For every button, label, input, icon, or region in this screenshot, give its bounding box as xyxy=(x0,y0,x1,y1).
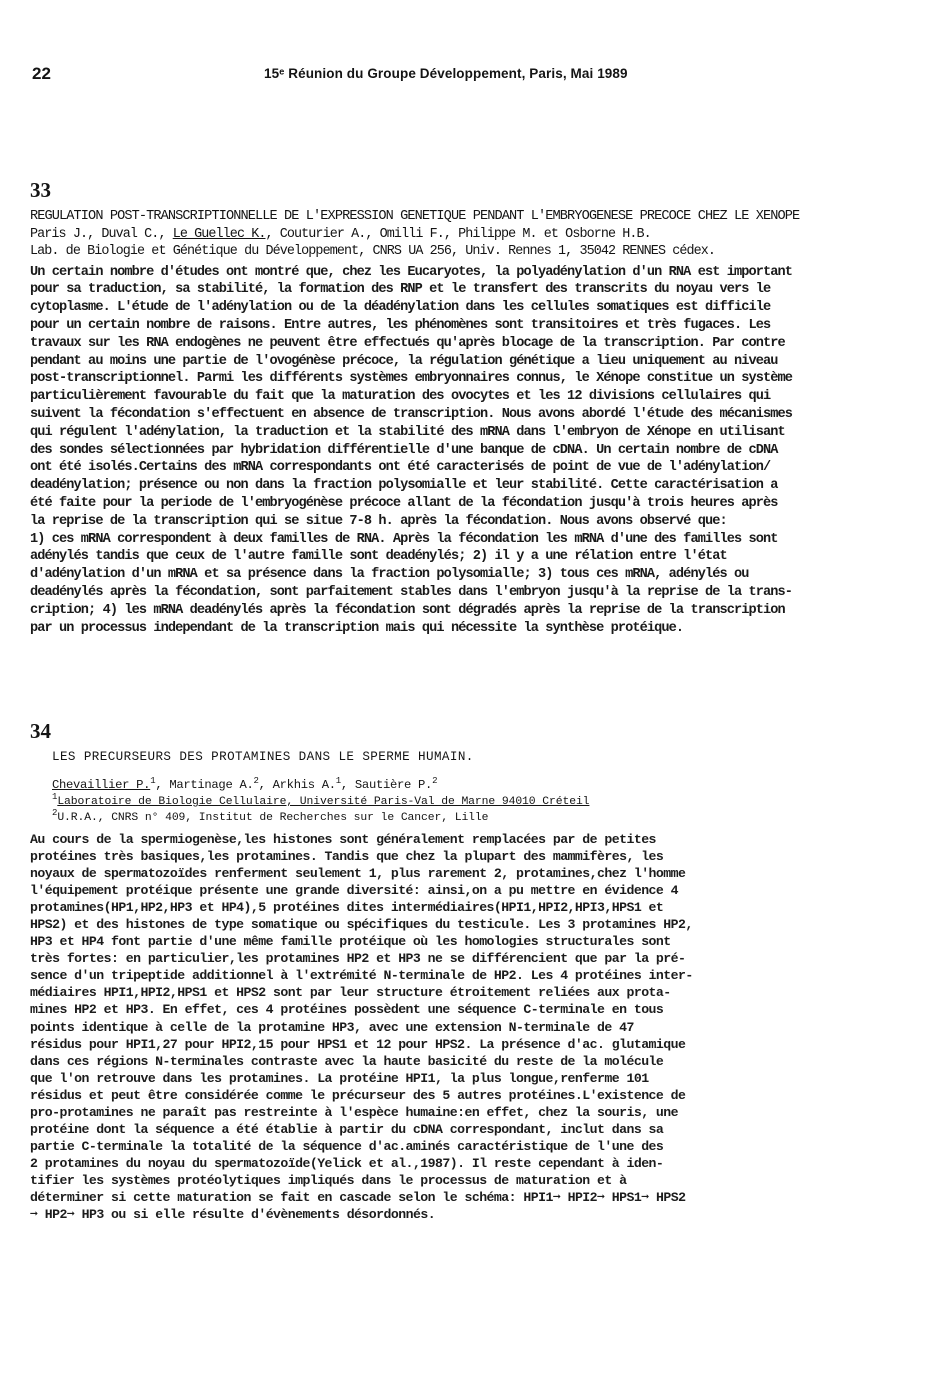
abstract-title: LES PRECURSEURS DES PROTAMINES DANS LE SPERME HUMAIN. xyxy=(52,750,474,764)
body-line: tifier les systèmes protéolytiques impliqués dans le processus de maturation et à xyxy=(30,1172,627,1188)
body-line: ont été isolés.Certains des mRNA correspondants ont été caracterisés de point de vue de l'adénylation/ xyxy=(30,460,771,476)
body-line: partie C-terminale la totalité de la séquence d'ac.aminés caractéristique de l'une des xyxy=(30,1138,664,1154)
author: , Arkhis A. xyxy=(258,778,336,792)
abstract-body xyxy=(30,264,920,638)
body-line: deadénylation; présence ou non dans la fraction polysomialle et leur stabilité. Cette caractérisation a xyxy=(30,478,778,494)
body-line: noyaux de spermatozoïdes renferment seulement 1, plus rarement 2, protamines,chez l'homme xyxy=(30,866,686,882)
body-line: pour sa traduction, sa stabilité, la formation des RNP et le transfert des transcrits du noyau vers le xyxy=(30,282,771,298)
body-line: résidus et peut être considérée comme le précurseur des 5 autres protéines.L'existence de xyxy=(30,1087,686,1103)
page-number: 22 xyxy=(32,64,51,83)
body-line: 2 protamines du noyau du spermatozoïde(Yelick et al.,1987). Il reste cependant à iden- xyxy=(30,1155,664,1171)
affiliation xyxy=(52,794,920,810)
body-line: travaux sur les RNA endogènes ne peuvent être effectués qu'après blocage de la transcription. Par contre xyxy=(30,335,785,351)
authors-after: , Couturier A., Omilli F., Philippe M. et Osborne H.B. xyxy=(265,226,651,242)
page-header xyxy=(32,64,912,88)
presenting-author: Chevaillier P. xyxy=(52,778,151,792)
abstract-33 xyxy=(30,178,920,637)
abstract-title: REGULATION POST-TRANSCRIPTIONNELLE DE L'EXPRESSION GENETIQUE PENDANT L'EMBRYOGENESE PRECOCE CHEZ LE XENOPE xyxy=(30,209,800,224)
body-line: la reprise de la transcription qui se situe 7-8 h. après la fécondation. Nous avons observé que: xyxy=(30,513,727,529)
abstract-number: 33 xyxy=(30,178,51,202)
abstract-34 xyxy=(30,719,920,1223)
body-line: pro-protamines ne paraît pas restreinte à l'espèce humaine:en effet, chez la souris, une xyxy=(30,1104,679,1120)
affiliation-marker: 1 xyxy=(335,775,341,786)
body-line: déterminer si cette maturation se fait en cascade selon le schéma: HPI1➞ HPI2➞ HPS1➞ HPS2 xyxy=(30,1189,686,1205)
body-line: sence d'un tripeptide additionnel à l'extrémité N-terminale de HP2. Les 4 protéines inter- xyxy=(30,968,693,984)
body-line: pendant au moins une partie de l'ovogénèse précoce, la régulation génétique a lieu uniquement au niveau xyxy=(30,353,778,369)
running-head: 15ᵉ Réunion du Groupe Développement, Paris, Mai 1989 xyxy=(264,66,628,81)
body-line: deadénylés après la fécondation, sont parfaitement stables dans l'embryon jusqu'à la reprise de la trans- xyxy=(30,584,793,600)
body-line: protéines très basiques,les protamines. Tandis que chez la plupart des mammifères, les xyxy=(30,849,664,865)
author-list xyxy=(52,777,920,794)
body-line: suivent la fécondation s'effectuent en absence de transcription. Nous avons abordé l'étude des mécanismes xyxy=(30,406,793,422)
body-line: résidus pour HPI1,27 pour HPI2,15 pour HPS1 et 12 pour HPS2. La présence d'ac. glutamique xyxy=(30,1036,686,1052)
body-line: médiaires HPI1,HPI2,HPS1 et HPS2 sont par leur structure étroitement reliées aux prota- xyxy=(30,985,671,1001)
affiliation xyxy=(52,810,920,826)
body-line: été faite pour la periode de l'embryogénèse précoce allant de la fécondation jusqu'à trois heures après xyxy=(30,495,778,511)
body-line: des sondes sélectionnées par hybridation différentielle d'une banque de cDNA. Un certain nombre de cDNA xyxy=(30,442,778,458)
body-line: que l'on retrouve dans les protamines. La protéine HPI1, la plus longue,renferme 101 xyxy=(30,1070,649,1086)
body-line: mines HP2 et HP3. En effet, ces 4 protéines possèdent une séquence C-terminale en tous xyxy=(30,1002,664,1018)
body-line: Au cours de la spermiogenèse,les histones sont généralement remplacées par de petites xyxy=(30,832,656,847)
abstract-number: 34 xyxy=(30,719,51,743)
body-line: cytoplasme. L'étude de l'adénylation ou de la déadénylation dans les cellules somatiques est difficile xyxy=(30,300,771,316)
body-line: cription; 4) les mRNA deadénylés après la fécondation sont dégradés après la reprise de la transcription xyxy=(30,602,785,618)
body-line: par un processus independant de la transcription mais qui nécessite la synthèse protéique. xyxy=(30,620,684,636)
body-line: HP3 et HP4 font partie d'une même famille protéique où les homologies structurales sont xyxy=(30,934,671,950)
author: , Martinage A. xyxy=(155,778,254,792)
body-line: très fortes: en particulier,les protamines HP2 et HP3 ne se différencient que par la pré- xyxy=(30,951,686,967)
body-line: protamines(HP1,HP2,HP3 et HP4),5 protéines dites intermédiaires(HPI1,HPI2,HPI3,HPS1 et xyxy=(30,900,664,916)
affiliation-text: U.R.A., CNRS n° 409, Institut de Recherches sur le Cancer, Lille xyxy=(57,812,489,824)
body-line: post-transcriptionnel. Parmi les différents systèmes embryonnaires connus, le Xénope constitue un système xyxy=(30,371,793,387)
body-line: pour un certain nombre de raisons. Entre autres, les phénomènes sont transitoires et très fugaces. Les xyxy=(30,318,771,333)
body-line: particulièrement favourable du fait que la maturation des ovocytes et les 12 divisions cellulaires qui xyxy=(30,389,771,405)
author-list xyxy=(30,226,920,243)
body-line: 1) ces mRNA correspondent à deux familles de RNA. Après la fécondation les mRNA d'une des familles sont xyxy=(30,531,778,547)
affiliation-text: Laboratoire de Biologie Cellulaire, Université Paris-Val de Marne 94010 Créteil xyxy=(57,796,590,808)
body-line: l'équipement protéique présente une grande diversité: ainsi,on a pu mettre en évidence 4 xyxy=(30,883,679,899)
affiliation-marker: 2 xyxy=(52,808,58,819)
body-line: protéine dont la séquence a été établie à partir du cDNA correspondant, inclut dans sa xyxy=(30,1121,664,1137)
abstract-body xyxy=(30,831,920,1223)
body-line: points identique à celle de la protamine HP3, avec une extension N-terminale de 47 xyxy=(30,1019,634,1035)
body-line: Un certain nombre d'études ont montré que, chez les Eucaryotes, la polyadénylation d'un RNA est important xyxy=(30,264,793,280)
body-line: ➞ HP2➞ HP3 ou si elle résulte d'évènements désordonnés. xyxy=(30,1207,436,1223)
affiliation: Lab. de Biologie et Génétique du Développement, CNRS UA 256, Univ. Rennes 1, 35042 RENNES cédex. xyxy=(30,244,716,260)
body-line: d'adénylation d'un mRNA et sa présence dans la fraction polysomialle; 3) tous ces mRNA, adénylés ou xyxy=(30,567,749,583)
affiliation-marker: 2 xyxy=(253,775,259,786)
body-line: qui régulent l'adénylation, la traduction et la stabilité des mRNA dans l'embryon de Xénope en utilisant xyxy=(30,424,785,440)
author: , Sautière P. xyxy=(340,778,433,792)
affiliation-marker: 1 xyxy=(150,775,156,786)
affiliation-marker: 2 xyxy=(432,775,438,786)
body-line: dans ces régions N-terminales contraste avec la haute basicité du reste de la molécule xyxy=(30,1053,664,1069)
body-line: adénylés tandis que ceux de l'autre famille sont deadénylés; 2) il y a une rélation entre l'état xyxy=(30,549,727,565)
authors-before: Paris J., Duval C., xyxy=(30,226,173,242)
body-line: HPS2) et des histones de type somatique ou spécifiques du testicule. Les 3 protamines HP2, xyxy=(30,917,693,933)
affiliation-marker: 1 xyxy=(52,792,58,803)
presenting-author: Le Guellec K. xyxy=(172,226,266,242)
